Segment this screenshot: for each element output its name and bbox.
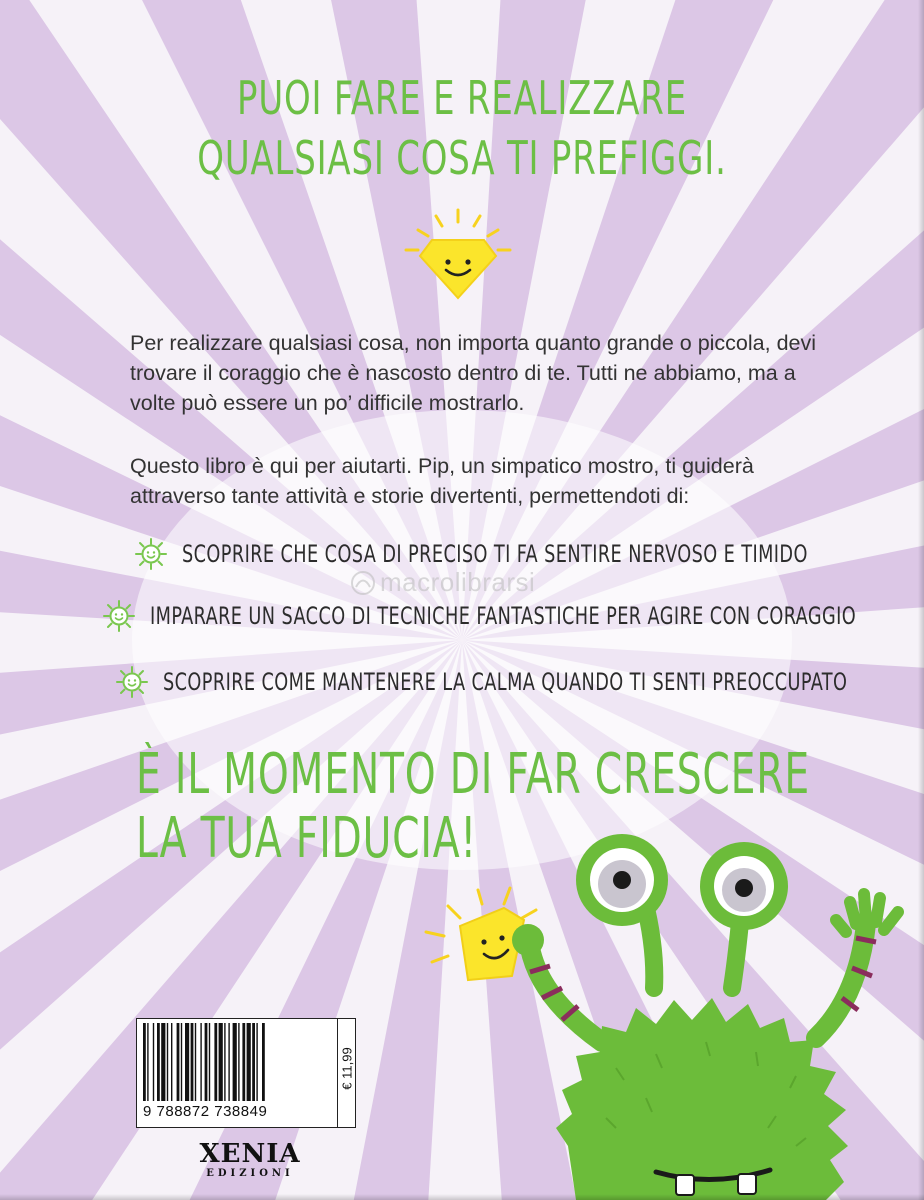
barcode-bar (157, 1023, 160, 1101)
barcode-bar (205, 1023, 208, 1101)
barcode-bar (191, 1023, 194, 1101)
barcode-bar (181, 1023, 182, 1101)
price-label: € 11,99 (339, 1047, 355, 1090)
closing-line-2: LA TUA FIDUCIA! (136, 806, 477, 871)
barcode-bar (224, 1023, 225, 1101)
bullet-item (102, 596, 924, 636)
barcode-bar (153, 1023, 154, 1101)
publisher-name: XENIA (199, 1139, 301, 1169)
barcode-bar (233, 1023, 237, 1101)
barcode-bar (247, 1023, 251, 1101)
watermark-text: macrolibrarsi (380, 567, 536, 597)
headline-line-2: QUALSIASI COSA TI PREFIGGI. (197, 131, 727, 185)
price-strip (337, 1019, 356, 1127)
intro-paragraph: Per realizzare qualsiasi cosa, non importa quanto grande o piccola, devi trovare il coraggio che è nascosto dentro di te. Tutti ne abbiamo, ma a volte può essere un po’ difficile mostrarlo. (130, 331, 817, 415)
pip-monster-illustration (506, 828, 924, 1200)
barcode-bar (167, 1023, 168, 1101)
barcode-bar (219, 1023, 223, 1101)
barcode-bar (200, 1023, 201, 1101)
smiling-diamond-icon (398, 206, 518, 306)
bullet-text: SCOPRIRE COME MANTENERE LA CALMA QUANDO TI SENTI PREOCCUPATO (163, 668, 848, 696)
barcode-bars (141, 1023, 335, 1101)
barcode-bar (252, 1023, 255, 1101)
publisher-subtitle: EDIZIONI (206, 1168, 294, 1179)
smiling-sun-icon (134, 537, 168, 571)
page-edge-shadow (0, 1194, 924, 1200)
barcode-digits: 9 788872 738849 (143, 1103, 268, 1120)
barcode-bar (143, 1023, 146, 1101)
headline-line-1: PUOI FARE E REALIZZARE (237, 71, 687, 125)
bullet-item (115, 662, 924, 702)
barcode-bar (209, 1023, 210, 1101)
barcode-bar (177, 1023, 180, 1101)
page-edge-shadow (918, 0, 924, 1200)
bullet-item (134, 534, 924, 574)
closing-line-1: È IL MOMENTO DI FAR CRESCERE (136, 742, 810, 807)
smiling-sun-icon (115, 665, 149, 699)
barcode-bar (161, 1023, 165, 1101)
barcode-bar (214, 1023, 217, 1101)
barcode-bar (185, 1023, 189, 1101)
smiling-sun-icon (102, 599, 136, 633)
bullet-text: SCOPRIRE CHE COSA DI PRECISO TI FA SENTIRE NERVOSO E TIMIDO (182, 540, 808, 568)
headline-top (83, 68, 841, 188)
description-paragraph: Questo libro è qui per aiutarti. Pip, un simpatico mostro, ti guiderà attraverso tante attività e storie divertenti, permettendoti di: (130, 454, 754, 508)
barcode-bar (256, 1023, 257, 1101)
barcode (136, 1018, 356, 1128)
publisher-logo (176, 1140, 324, 1179)
barcode-bar (147, 1023, 148, 1101)
barcode-bar (228, 1023, 229, 1101)
barcode-bar (238, 1023, 239, 1101)
barcode-bar (242, 1023, 245, 1101)
barcode-bar (262, 1023, 265, 1101)
barcode-bar (171, 1023, 172, 1101)
barcode-bar (195, 1023, 196, 1101)
bullet-text: IMPARARE UN SACCO DI TECNICHE FANTASTICHE PER AGIRE CON CORAGGIO (150, 602, 857, 630)
